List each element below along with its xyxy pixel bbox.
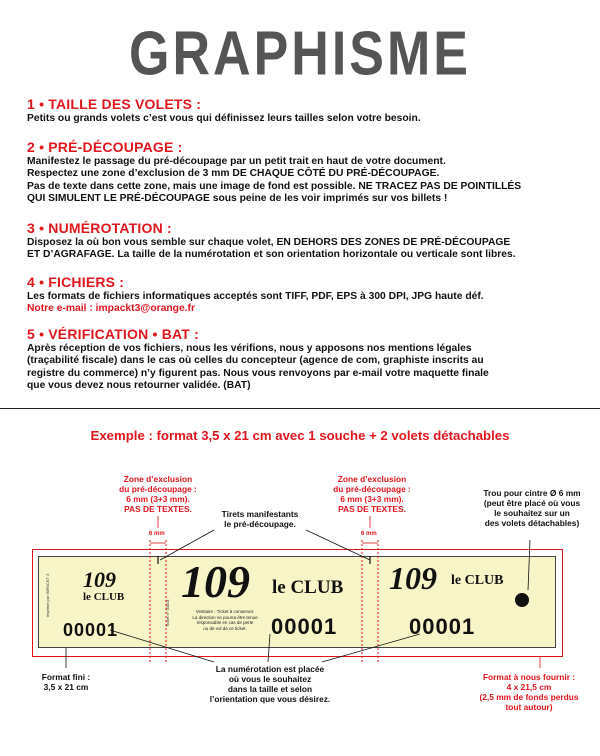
example-title: Exemple : format 3,5 x 21 cm avec 1 souche + 2 volets détachables [90, 428, 510, 443]
stub-logo-number: 109 [83, 567, 116, 592]
format-fini-note [14, 672, 118, 692]
note-line: où vous le souhaitez [228, 674, 312, 684]
note-line: Zone d’exclusion [123, 474, 193, 484]
note-line: le souhaitez sur un [494, 508, 570, 518]
section-line: Petits ou grands volets c’est vous qui définissez leurs tailles selon votre besoin. [27, 113, 421, 124]
note-line: 6 mm (3+3 mm). [126, 494, 190, 504]
note-line: 4 x 21,5 cm [506, 682, 552, 692]
volet2-logo-club: le CLUB [451, 573, 504, 588]
section-line: QUI SIMULENT LE PRÉ-DÉCOUPAGE sous peine de les voir imprimés sur vos billets ! [27, 193, 448, 205]
section-line: Après réception de vos fichiers, nous les vérifions, nous y apposons nos mentions légales [27, 343, 472, 354]
note-line: PAS DE TEXTES. [338, 504, 406, 514]
note-line: tout autour) [505, 702, 553, 712]
note-line: du pré-découpage : [333, 484, 411, 494]
note-line: Tirets manifestants [221, 509, 299, 519]
section-line: Les formats de fichiers informatiques acceptés sont TIFF, PDF, EPS à 300 DPI, JPG haute déf. [27, 291, 484, 302]
note-line: La numérotation est placée [215, 664, 325, 674]
stub-number: 00001 [63, 620, 119, 640]
info-line: La direction ne pourra être tenue [192, 614, 258, 620]
section-heading: 5 • VÉRIFICATION • BAT : [27, 326, 199, 342]
info-line: ou de vol de ce ticket. [203, 625, 247, 631]
email-link[interactable]: Notre e-mail : impackt3@orange.fr [27, 303, 195, 315]
section-heading: 2 • PRÉ-DÉCOUPAGE : [27, 139, 183, 155]
note-line: (peut être placé où vous [483, 498, 581, 508]
note-line: des volets détachables) [484, 518, 580, 528]
page-title: GRAPHISME [129, 19, 471, 89]
numerotation-note [190, 664, 350, 704]
volet1-logo-number: 109 [181, 556, 250, 607]
section-line: Pas de texte dans cette zone, mais une image de fond est possible. NE TRACEZ PAS DE POINTILLÉS [27, 180, 522, 192]
stub-vertical-text: Imprimé par IMPACKT 3 [45, 573, 50, 617]
note-line: Format fini : [41, 672, 91, 682]
mm-label-left: 6 mm [149, 531, 165, 537]
info-line: responsable en cas de perte [196, 620, 254, 626]
note-line: (2,5 mm de fonds perdus [479, 692, 579, 702]
section-line: ET D’AGRAFAGE. La taille de la numérotation et son orientation horizontale ou verticale sont libres. [27, 249, 516, 261]
volet2-logo-number: 109 [389, 560, 437, 596]
note-line: dans la taille et selon [227, 684, 313, 694]
info-line: Vestiaire : Ticket à conserver. [195, 609, 255, 614]
stub-logo-club: le CLUB [83, 591, 125, 603]
note-line: du pré-découpage : [119, 484, 197, 494]
section-heading: 3 • NUMÉROTATION : [27, 220, 172, 236]
note-line: Zone d’exclusion [337, 474, 407, 484]
section-line: (traçabilité fiscale) dans le cas où celles du concepteur (agence de com, graphiste inscrits au [27, 355, 484, 367]
mm-label-right: 6 mm [361, 531, 377, 537]
section-line: Disposez la où bon vous semble sur chaque volet, EN DEHORS DES ZONES DE PRÉ-DÉCOUPAGE [27, 237, 511, 248]
section-line: Respectez une zone d’exclusion de 3 mm DE CHAQUE CÔTÉ DU PRÉ-DÉCOUPAGE. [27, 168, 440, 180]
section-heading: 4 • FICHIERS : [27, 274, 125, 290]
note-line: PAS DE TEXTES. [124, 504, 192, 514]
note-line: Format à nous fournir : [482, 672, 576, 682]
section-line: Manifestez le passage du pré-découpage par un petit trait en haut de votre document. [27, 156, 446, 167]
stub-vertical-text: Ticket n° 00001 [165, 599, 170, 627]
note-line: le pré-découpage. [224, 519, 296, 529]
section-line: registre du commerce) n’y figurent pas. Nous vous renvoyons par e-mail votre maquette finale [27, 367, 489, 379]
format-fournir-note [464, 672, 594, 712]
section-line: que vous devez nous retourner validée. (BAT) [27, 380, 251, 392]
note-line: 6 mm (3+3 mm). [340, 494, 404, 504]
note-line: l’orientation que vous désirez. [209, 694, 331, 704]
volet1-logo-club: le CLUB [272, 577, 344, 598]
volet1-number: 00001 [271, 614, 338, 639]
note-line: Trou pour cintre Ø 6 mm [483, 488, 581, 498]
note-line: 3,5 x 21 cm [43, 682, 89, 692]
section-heading: 1 • TAILLE DES VOLETS : [27, 96, 202, 112]
volet2-number: 00001 [409, 614, 476, 639]
